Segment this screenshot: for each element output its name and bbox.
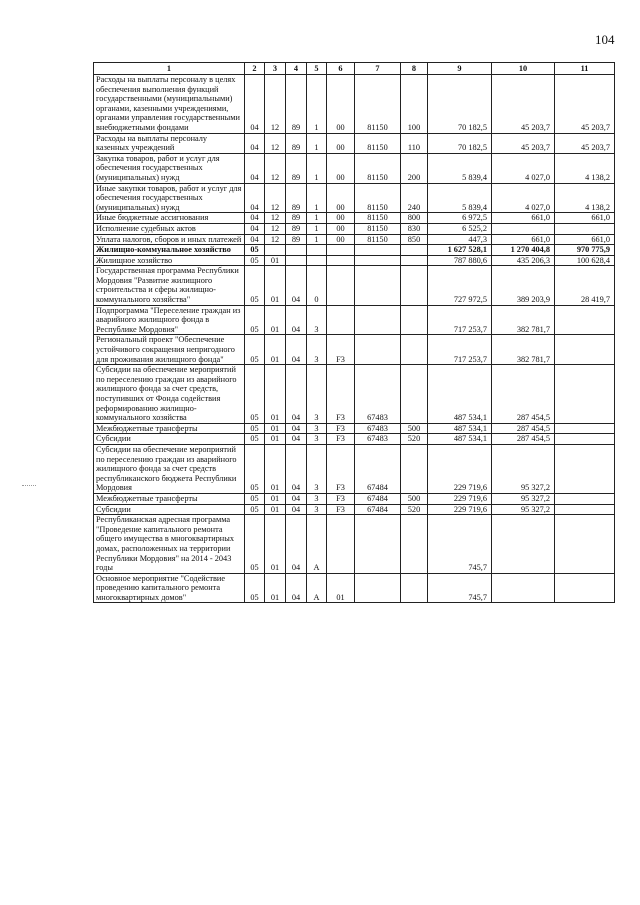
- amount-year-2: 287 454,5: [492, 434, 555, 445]
- table-row: [94, 434, 615, 445]
- amount-year-1: 787 880,6: [428, 255, 492, 266]
- project-code: [327, 245, 355, 256]
- row-name: Расходы на выплаты персоналу в целях обеспечения выполнения функций государственными (муниципальными) органами, казенными учреждениями, органами управления государственными внебюджетными фондами: [94, 75, 245, 134]
- table-row: [94, 266, 615, 305]
- subprogram-code: 1: [307, 153, 327, 183]
- subsection-code: 01: [265, 493, 286, 504]
- project-code: 00: [327, 75, 355, 134]
- direction-code: [355, 573, 401, 603]
- expense-type-code: 520: [401, 504, 428, 515]
- subsection-code: 01: [265, 515, 286, 574]
- project-code: [327, 305, 355, 335]
- amount-year-1: 5 839,4: [428, 153, 492, 183]
- project-code: [327, 515, 355, 574]
- expense-type-code: [401, 515, 428, 574]
- subprogram-code: 1: [307, 223, 327, 234]
- section-code: 05: [245, 515, 265, 574]
- column-header: 11: [555, 63, 615, 75]
- subprogram-code: А: [307, 573, 327, 603]
- project-code: [327, 266, 355, 305]
- subsection-code: 01: [265, 423, 286, 434]
- amount-year-2: 95 327,2: [492, 493, 555, 504]
- direction-code: 81150: [355, 223, 401, 234]
- project-code: 00: [327, 213, 355, 224]
- amount-year-2: 661,0: [492, 234, 555, 245]
- subsection-code: [265, 245, 286, 256]
- amount-year-1: 70 182,5: [428, 75, 492, 134]
- section-code: 05: [245, 245, 265, 256]
- amount-year-2: 382 781,7: [492, 305, 555, 335]
- project-code: 00: [327, 133, 355, 153]
- table-row: [94, 234, 615, 245]
- expense-type-code: [401, 305, 428, 335]
- table-row: [94, 133, 615, 153]
- amount-year-1: 1 627 528,1: [428, 245, 492, 256]
- column-header: 4: [286, 63, 307, 75]
- amount-year-1: 717 253,7: [428, 335, 492, 365]
- row-name: Межбюджетные трансферты: [94, 493, 245, 504]
- column-header: 3: [265, 63, 286, 75]
- subsection-code: 01: [265, 255, 286, 266]
- section-code: 05: [245, 504, 265, 515]
- direction-code: [355, 515, 401, 574]
- direction-code: 67483: [355, 434, 401, 445]
- subprogram-code: 1: [307, 133, 327, 153]
- section-code: 05: [245, 434, 265, 445]
- table-row: [94, 223, 615, 234]
- program-code: 04: [286, 493, 307, 504]
- row-name: Иные закупки товаров, работ и услуг для обеспечения государственных (муниципальных) нужд: [94, 183, 245, 213]
- project-code: [327, 255, 355, 266]
- amount-year-1: 5 839,4: [428, 183, 492, 213]
- expense-type-code: 800: [401, 213, 428, 224]
- program-code: 04: [286, 515, 307, 574]
- expense-type-code: [401, 245, 428, 256]
- section-code: 05: [245, 255, 265, 266]
- project-code: F3: [327, 434, 355, 445]
- subsection-code: 01: [265, 434, 286, 445]
- subprogram-code: 3: [307, 423, 327, 434]
- subsection-code: 01: [265, 365, 286, 424]
- subprogram-code: 3: [307, 434, 327, 445]
- subprogram-code: 3: [307, 444, 327, 493]
- amount-year-2: 95 327,2: [492, 444, 555, 493]
- row-name: Исполнение судебных актов: [94, 223, 245, 234]
- amount-year-2: 4 027,0: [492, 183, 555, 213]
- direction-code: [355, 245, 401, 256]
- amount-year-3: 28 419,7: [555, 266, 615, 305]
- amount-year-3: 4 138,2: [555, 153, 615, 183]
- amount-year-1: 487 534,1: [428, 423, 492, 434]
- direction-code: [355, 305, 401, 335]
- amount-year-3: [555, 444, 615, 493]
- subsection-code: 01: [265, 444, 286, 493]
- amount-year-1: 447,3: [428, 234, 492, 245]
- subprogram-code: 1: [307, 234, 327, 245]
- program-code: 04: [286, 266, 307, 305]
- section-code: 04: [245, 153, 265, 183]
- amount-year-1: 745,7: [428, 515, 492, 574]
- expense-type-code: 500: [401, 493, 428, 504]
- amount-year-3: 661,0: [555, 213, 615, 224]
- program-code: 04: [286, 504, 307, 515]
- amount-year-1: 487 534,1: [428, 365, 492, 424]
- amount-year-1: 745,7: [428, 573, 492, 603]
- amount-year-2: [492, 515, 555, 574]
- direction-code: [355, 266, 401, 305]
- direction-code: 81150: [355, 183, 401, 213]
- amount-year-2: 95 327,2: [492, 504, 555, 515]
- amount-year-1: 6 525,2: [428, 223, 492, 234]
- row-name: Государственная программа Республики Мордовия "Развитие жилищного строительства и сферы жилищно-коммунального хозяйства": [94, 266, 245, 305]
- subsection-code: 12: [265, 234, 286, 245]
- column-header: 9: [428, 63, 492, 75]
- amount-year-3: [555, 335, 615, 365]
- row-name: Субсидии на обеспечение мероприятий по переселению граждан из аварийного жилищного фонда за счет средств, поступивших от Фонда содействия реформированию жилищно-коммунального хозяйства: [94, 365, 245, 424]
- section-code: 05: [245, 305, 265, 335]
- program-code: 89: [286, 183, 307, 213]
- subprogram-code: 3: [307, 504, 327, 515]
- row-name: Подпрограмма "Переселение граждан из аварийного жилищного фонда в Республике Мордовия": [94, 305, 245, 335]
- program-code: 04: [286, 335, 307, 365]
- project-code: F3: [327, 444, 355, 493]
- project-code: 00: [327, 234, 355, 245]
- program-code: 04: [286, 423, 307, 434]
- amount-year-1: 727 972,5: [428, 266, 492, 305]
- program-code: 89: [286, 223, 307, 234]
- subprogram-code: 1: [307, 75, 327, 134]
- expense-type-code: [401, 444, 428, 493]
- section-code: 04: [245, 75, 265, 134]
- amount-year-3: [555, 434, 615, 445]
- direction-code: [355, 255, 401, 266]
- subsection-code: 12: [265, 133, 286, 153]
- row-name: Иные бюджетные ассигнования: [94, 213, 245, 224]
- expense-type-code: 850: [401, 234, 428, 245]
- expense-type-code: [401, 266, 428, 305]
- table-row: [94, 255, 615, 266]
- budget-table: [93, 62, 615, 603]
- direction-code: 81150: [355, 234, 401, 245]
- subsection-code: 01: [265, 335, 286, 365]
- program-code: [286, 245, 307, 256]
- amount-year-3: [555, 515, 615, 574]
- amount-year-3: 661,0: [555, 234, 615, 245]
- table-row: [94, 335, 615, 365]
- row-name: Жилищно-коммунальное хозяйство: [94, 245, 245, 256]
- row-name: Субсидии: [94, 434, 245, 445]
- section-code: 05: [245, 444, 265, 493]
- row-name: Расходы на выплаты персоналу казенных учреждений: [94, 133, 245, 153]
- amount-year-3: 100 628,4: [555, 255, 615, 266]
- amount-year-2: [492, 573, 555, 603]
- table-row: [94, 75, 615, 134]
- table-header-row: [94, 63, 615, 75]
- table-row: [94, 213, 615, 224]
- row-name: Субсидии: [94, 504, 245, 515]
- expense-type-code: 100: [401, 75, 428, 134]
- amount-year-3: [555, 573, 615, 603]
- row-name: Закупка товаров, работ и услуг для обеспечения государственных (муниципальных) нужд: [94, 153, 245, 183]
- section-code: 05: [245, 266, 265, 305]
- table-row: [94, 245, 615, 256]
- row-name: Межбюджетные трансферты: [94, 423, 245, 434]
- amount-year-3: [555, 423, 615, 434]
- direction-code: 67484: [355, 504, 401, 515]
- subprogram-code: 1: [307, 183, 327, 213]
- row-name: Жилищное хозяйство: [94, 255, 245, 266]
- table-row: [94, 365, 615, 424]
- amount-year-3: [555, 493, 615, 504]
- direction-code: 67483: [355, 365, 401, 424]
- subprogram-code: 0: [307, 266, 327, 305]
- table-row: [94, 573, 615, 603]
- project-code: 00: [327, 183, 355, 213]
- amount-year-2: 4 027,0: [492, 153, 555, 183]
- subprogram-code: [307, 245, 327, 256]
- expense-type-code: 520: [401, 434, 428, 445]
- program-code: 89: [286, 133, 307, 153]
- page-number: 104: [595, 32, 615, 47]
- amount-year-1: 717 253,7: [428, 305, 492, 335]
- project-code: 00: [327, 223, 355, 234]
- program-code: 04: [286, 434, 307, 445]
- program-code: 89: [286, 213, 307, 224]
- row-name: Субсидии на обеспечение мероприятий по переселению граждан из аварийного жилищного фонда за счет средств республиканского бюджета Республики Мордовия: [94, 444, 245, 493]
- amount-year-1: 6 972,5: [428, 213, 492, 224]
- amount-year-2: 661,0: [492, 213, 555, 224]
- section-code: 04: [245, 213, 265, 224]
- amount-year-3: [555, 365, 615, 424]
- amount-year-3: 45 203,7: [555, 133, 615, 153]
- subsection-code: 01: [265, 504, 286, 515]
- table-row: [94, 504, 615, 515]
- amount-year-1: 229 719,6: [428, 444, 492, 493]
- table-row: [94, 444, 615, 493]
- direction-code: 81150: [355, 213, 401, 224]
- subprogram-code: 3: [307, 493, 327, 504]
- section-code: 05: [245, 423, 265, 434]
- expense-type-code: 830: [401, 223, 428, 234]
- table-row: [94, 153, 615, 183]
- subprogram-code: А: [307, 515, 327, 574]
- column-header: 10: [492, 63, 555, 75]
- direction-code: 81150: [355, 153, 401, 183]
- amount-year-2: 45 203,7: [492, 75, 555, 134]
- project-code: F3: [327, 423, 355, 434]
- program-code: 04: [286, 444, 307, 493]
- amount-year-3: [555, 223, 615, 234]
- expense-type-code: 500: [401, 423, 428, 434]
- expense-type-code: 110: [401, 133, 428, 153]
- table-row: [94, 515, 615, 574]
- project-code: F3: [327, 493, 355, 504]
- subsection-code: 12: [265, 213, 286, 224]
- section-code: 04: [245, 183, 265, 213]
- subsection-code: 12: [265, 223, 286, 234]
- subsection-code: 01: [265, 266, 286, 305]
- subsection-code: 12: [265, 75, 286, 134]
- column-header: 1: [94, 63, 245, 75]
- program-code: 89: [286, 234, 307, 245]
- project-code: 01: [327, 573, 355, 603]
- subsection-code: 12: [265, 183, 286, 213]
- section-code: 05: [245, 573, 265, 603]
- table-row: [94, 183, 615, 213]
- subprogram-code: 3: [307, 305, 327, 335]
- direction-code: 81150: [355, 75, 401, 134]
- row-name: Основное мероприятие "Содействие проведению капитального ремонта многоквартирных домов": [94, 573, 245, 603]
- subsection-code: 01: [265, 305, 286, 335]
- row-name: Региональный проект "Обеспечение устойчивого сокращения непригодного для проживания жилищного фонда": [94, 335, 245, 365]
- expense-type-code: 240: [401, 183, 428, 213]
- program-code: [286, 255, 307, 266]
- section-code: 05: [245, 493, 265, 504]
- amount-year-2: 287 454,5: [492, 423, 555, 434]
- section-code: 04: [245, 234, 265, 245]
- section-code: 04: [245, 223, 265, 234]
- amount-year-2: 389 203,9: [492, 266, 555, 305]
- column-header: 7: [355, 63, 401, 75]
- amount-year-2: 1 270 404,8: [492, 245, 555, 256]
- amount-year-2: [492, 223, 555, 234]
- subprogram-code: 3: [307, 365, 327, 424]
- program-code: 89: [286, 75, 307, 134]
- program-code: 04: [286, 305, 307, 335]
- amount-year-2: 435 206,3: [492, 255, 555, 266]
- table-row: [94, 305, 615, 335]
- project-code: F3: [327, 365, 355, 424]
- program-code: 04: [286, 365, 307, 424]
- subsection-code: 01: [265, 573, 286, 603]
- subprogram-code: 3: [307, 335, 327, 365]
- subprogram-code: 1: [307, 213, 327, 224]
- section-code: 05: [245, 335, 265, 365]
- program-code: 89: [286, 153, 307, 183]
- section-code: 04: [245, 133, 265, 153]
- direction-code: 67484: [355, 493, 401, 504]
- project-code: F3: [327, 335, 355, 365]
- row-name: Республиканская адресная программа "Проведение капитального ремонта общего имущества в многоквартирных домах, расположенных на территории Республики Мордовия" на 2014 - 2043 годы: [94, 515, 245, 574]
- expense-type-code: [401, 573, 428, 603]
- direction-code: 67484: [355, 444, 401, 493]
- direction-code: 67483: [355, 423, 401, 434]
- amount-year-3: 970 775,9: [555, 245, 615, 256]
- amount-year-2: 287 454,5: [492, 365, 555, 424]
- expense-type-code: 200: [401, 153, 428, 183]
- expense-type-code: [401, 365, 428, 424]
- margin-mark: [22, 485, 36, 486]
- subprogram-code: [307, 255, 327, 266]
- direction-code: 81150: [355, 133, 401, 153]
- column-header: 6: [327, 63, 355, 75]
- table-row: [94, 423, 615, 434]
- amount-year-1: 487 534,1: [428, 434, 492, 445]
- amount-year-2: 45 203,7: [492, 133, 555, 153]
- amount-year-1: 70 182,5: [428, 133, 492, 153]
- expense-type-code: [401, 255, 428, 266]
- column-header: 8: [401, 63, 428, 75]
- column-header: 5: [307, 63, 327, 75]
- amount-year-3: 4 138,2: [555, 183, 615, 213]
- program-code: 04: [286, 573, 307, 603]
- amount-year-1: 229 719,6: [428, 504, 492, 515]
- amount-year-1: 229 719,6: [428, 493, 492, 504]
- expense-type-code: [401, 335, 428, 365]
- row-name: Уплата налогов, сборов и иных платежей: [94, 234, 245, 245]
- amount-year-2: 382 781,7: [492, 335, 555, 365]
- amount-year-3: [555, 305, 615, 335]
- project-code: 00: [327, 153, 355, 183]
- direction-code: [355, 335, 401, 365]
- subsection-code: 12: [265, 153, 286, 183]
- amount-year-3: [555, 504, 615, 515]
- section-code: 05: [245, 365, 265, 424]
- amount-year-3: 45 203,7: [555, 75, 615, 134]
- table-row: [94, 493, 615, 504]
- column-header: 2: [245, 63, 265, 75]
- project-code: F3: [327, 504, 355, 515]
